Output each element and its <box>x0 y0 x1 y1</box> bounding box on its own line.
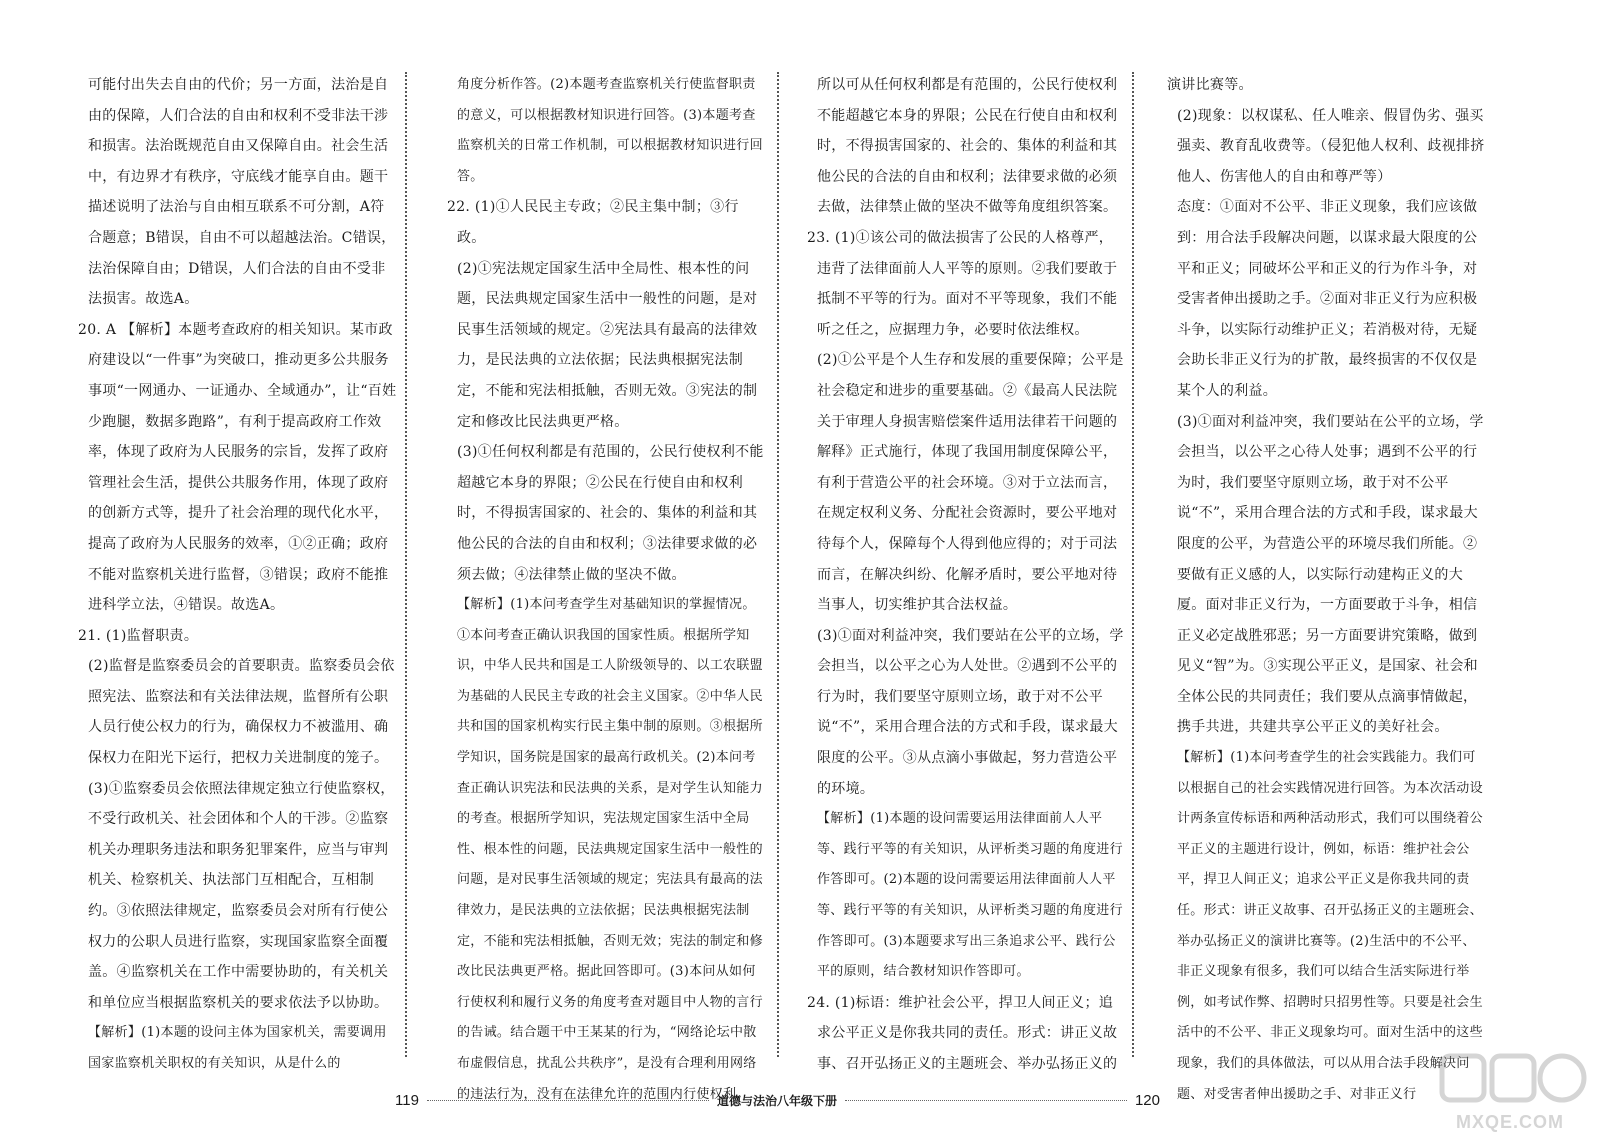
paragraph: 态度：①面对不公平、非正义现象，我们应该做到：用合法手段解决问题，以谋求最大限度的公平和正义；同破坏公平和正义的行为作斗争，对受害者伸出援助之手。②面对非正义行为应积极斗争，以实际行动维护正义；若消极对待，无疑会助长非正义行为的扩散，最终损害的不仅仅是某个人的利益。 <box>1177 199 1478 399</box>
column-4 <box>1167 70 1487 1102</box>
footer-rule <box>427 1100 709 1101</box>
paragraph: (3)①面对利益冲突，我们要站在公平的立场，学会担当，以公平之心为人处世。②遇到不公平的行为时，我们要坚守原则立场，敢于对不公平说“不”，采用合理合法的方式和手段，谋求最大限度的公平。③从点滴小事做起，努力营造公平的环境。 <box>817 627 1124 797</box>
paragraph: (2)现象：以权谋私、任人唯亲、假冒伪劣、强买强卖、教育乱收费等。（侵犯他人权利、歧视排挤他人、伤害他人的自由和尊严等） <box>1177 107 1485 185</box>
book-title: 道德与法治八年级下册 <box>716 1093 837 1108</box>
paragraph: (3)①任何权利都是有范围的，公民行使权利不能超越它本身的界限；②公民在行使自由和权利时，不得损害国家的、社会的、集体的利益和其他公民的合法的自由和权利；③法律要求做的必须去做；④法律禁止做的坚决不做。 <box>457 444 764 583</box>
watermark-text: MXQE.COM <box>1456 1112 1565 1132</box>
paragraph: 22. (1)①人民民主专政；②民主集中制；③行政。 <box>447 199 739 246</box>
paragraph: 可能付出失去自由的代价；另一方面，法治是自由的保障，人们合法的自由和权利不受非法干涉和损害。法治既规范自由又保障自由。社会生活中，有边界才有秩序，守底线才能享自由。题干描述说明了法治与自由相互联系不可分割，A符合题意；B错误，自由不可以超越法治。C错误，法治保障自由；D错误，人们合法的自由不受非法损害。故选A。 <box>88 77 396 308</box>
column-1 <box>78 70 398 1071</box>
paragraph: 21. (1)监督职责。 <box>78 627 199 644</box>
watermark-logo-icon <box>1438 1050 1588 1112</box>
page-footer <box>395 1088 1160 1112</box>
paragraph: (2)①公平是个人生存和发展的重要保障；公平是社会稳定和进步的重要基础。②《最高人民法院关于审理人身损害赔偿案件适用法律若干问题的解释》正式施行，体现了我国用制度保障公平，有利于营造公平的社会环境。③对于立法而言，在规定权利义务、分配社会资源时，要公平地对待每个人，保障每个人得到他应得的；对于司法而言，在解决纠纷、化解矛盾时，要公平地对待当事人，切实维护其合法权益。 <box>817 352 1124 614</box>
analysis-paragraph: 【解析】(1)本题的设问需要运用法律面前人人平等、践行平等的有关知识，从评析类习题的角度进行作答即可。(2)本题的设问需要运用法律面前人人平等、践行平等的有关知识，从评析类习题的角度进行作答即可。(3)本题要求写出三条追求公平、践行公平的原则，结合教材知识作答即可。 <box>817 811 1123 980</box>
paragraph: (3)①面对利益冲突，我们要站在公平的立场，学会担当，以公平之心待人处事；遇到不公平的行为时，我们要坚守原则立场，敢于对不公平说“不”，采用合理合法的方式和手段，谋求最大限度的公平，为营造公平的环境尽我们所能。②要做有正义感的人，以实际行动建构正义的大厦。面对非正义行为，一方面要敢于斗争，相信正义必定战胜邪恶；另一方面要讲究策略，做到见义“智”为。③实现公平正义，是国家、社会和全体公民的共同责任；我们要从点滴事情做起，携手共进，共建共享公平正义的美好社会。 <box>1177 413 1484 736</box>
right-page-number: 120 <box>1134 1091 1160 1109</box>
column-divider <box>777 72 779 1057</box>
analysis-paragraph: 【解析】(1)本题的设问主体为国家机关，需要调用国家监察机关职权的有关知识，从是什么的 <box>88 1025 387 1071</box>
left-page-number: 119 <box>395 1091 419 1109</box>
analysis-paragraph: 【解析】(1)本问考查学生的社会实践能力。我们可以根据自己的社会实践情况进行回答。为本次活动设计两条宣传标语和两种活动形式，我们可以围绕着公平正义的主题进行设计，例如，标语：维护社会公平，捍卫人间正义；追求公平正义是你我共同的责任。形式：讲正义故事、召开弘扬正义的主题班会、举办弘扬正义的演讲比赛等。(2)生活中的不公平、非正义现象有很多，我们可以结合生活实际进行举例，如考试作弊、招聘时只招男性等。只要是社会生活中的不公平、非正义现象均可。面对生活中的这些现象，我们的具体做法，可以从用合法手段解决问题、对受害者伸出援助之手、对非正义行 <box>1177 750 1483 1102</box>
paragraph: 演讲比赛等。 <box>1167 77 1253 93</box>
paragraph: (2)①宪法规定国家生活中全局性、根本性的问题，民法典规定国家生活中一般性的问题，是对民事生活领域的规定。②宪法具有最高的法律效力，是民法典的立法依据；民法典根据宪法制定，不能和宪法相抵触，否则无效。③宪法的制定和修改比民法典更严格。 <box>457 260 758 430</box>
paragraph: (2)监督是监察委员会的首要职责。监察委员会依照宪法、监察法和有关法律法规，监督所有公职人员行使公权力的行为，确保权力不被滥用、确保权力在阳光下运行，把权力关进制度的笼子。 <box>88 658 395 767</box>
paragraph: 20. A 【解析】本题考查政府的相关知识。某市政府建设以“一件事”为突破口，推动更多公共服务事项“一网通办、一证通办、全域通办”，让“百姓少跑腿，数据多跑路”，有利于提高政府工作效率，体现了政府为人民服务的宗旨，发挥了政府管理社会生活，提供公共服务作用，体现了政府的创新方式等，提升了社会治理的现代化水平，提高了政府为人民服务的效率，①②正确；政府不能对监察机关进行监督，③错误；政府不能推进科学立法，④错误。故选A。 <box>78 321 397 614</box>
analysis-paragraph: 角度分析作答。(2)本题考查监察机关行使监督职责的意义，可以根据教材知识进行回答。(3)本题考查监察机关的日常工作机制，可以根据教材知识进行回答。 <box>457 77 763 184</box>
paragraph: 24. (1)标语：维护社会公平，捍卫人间正义；追求公平正义是你我共同的责任。形式：讲正义故事、召开弘扬正义的主题班会、举办弘扬正义的 <box>807 994 1118 1072</box>
column-2 <box>447 70 767 1102</box>
column-divider <box>405 72 407 1057</box>
column-divider <box>1132 72 1134 1057</box>
footer-rule <box>845 1100 1127 1101</box>
column-3 <box>807 70 1127 1072</box>
paragraph: 所以可从任何权利都是有范围的，公民行使权利不能超越它本身的界限；公民在行使自由和权利时，不得损害国家的、社会的、集体的利益和其他公民的合法的自由和权利；法律要求做的必须去做，法律禁止做的坚决不做等角度组织答案。 <box>817 77 1118 216</box>
analysis-paragraph: 【解析】(1)本问考查学生对基础知识的掌握情况。①本问考查正确认识我国的国家性质。根据所学知识，中华人民共和国是工人阶级领导的、以工农联盟为基础的人民民主专政的社会主义国家。②中华人民共和国的国家机构实行民主集中制的原则。③根据所学知识，国务院是国家的最高行政机关。(2)本问考查正确认识宪法和民法典的关系，是对学生认知能力的考查。根据所学知识，宪法规定国家生活中全局性、根本性的问题，民法典规定国家生活中一般性的问题，是对民事生活领域的规定；宪法具有最高的法律效力，是民法典的立法依据；民法典根据宪法制定，不能和宪法相抵触，否则无效；宪法的制定和修改比民法典更严格。据此回答即可。(3)本问从如何行使权利和履行义务的角度考查对题目中人物的言行的告诫。结合题干中王某某的行为，“网络论坛中散布虚假信息，扰乱公共秩序”，是没有合理利用网络的违法行为，没有在法律允许的范围内行使权利， <box>457 597 763 1102</box>
watermark <box>1438 1050 1588 1134</box>
paragraph: 23. (1)①该公司的做法损害了公民的人格尊严，违背了法律面前人人平等的原则。②我们要敢于抵制不平等的行为。面对不平等现象，我们不能听之任之，应据理力争，必要时依法维权。 <box>807 229 1118 338</box>
paragraph: (3)①监察委员会依照法律规定独立行使监察权，不受行政机关、社会团体和个人的干涉。②监察机关办理职务违法和职务犯罪案件，应当与审判机关、检察机关、执法部门互相配合，互相制约。③依照法律规定，监察委员会对所有行使公权力的公职人员进行监察，实现国家监察全面覆盖。④监察机关在工作中需要协助的，有关机关和单位应当根据监察机关的要求依法予以协助。 <box>88 780 395 1011</box>
